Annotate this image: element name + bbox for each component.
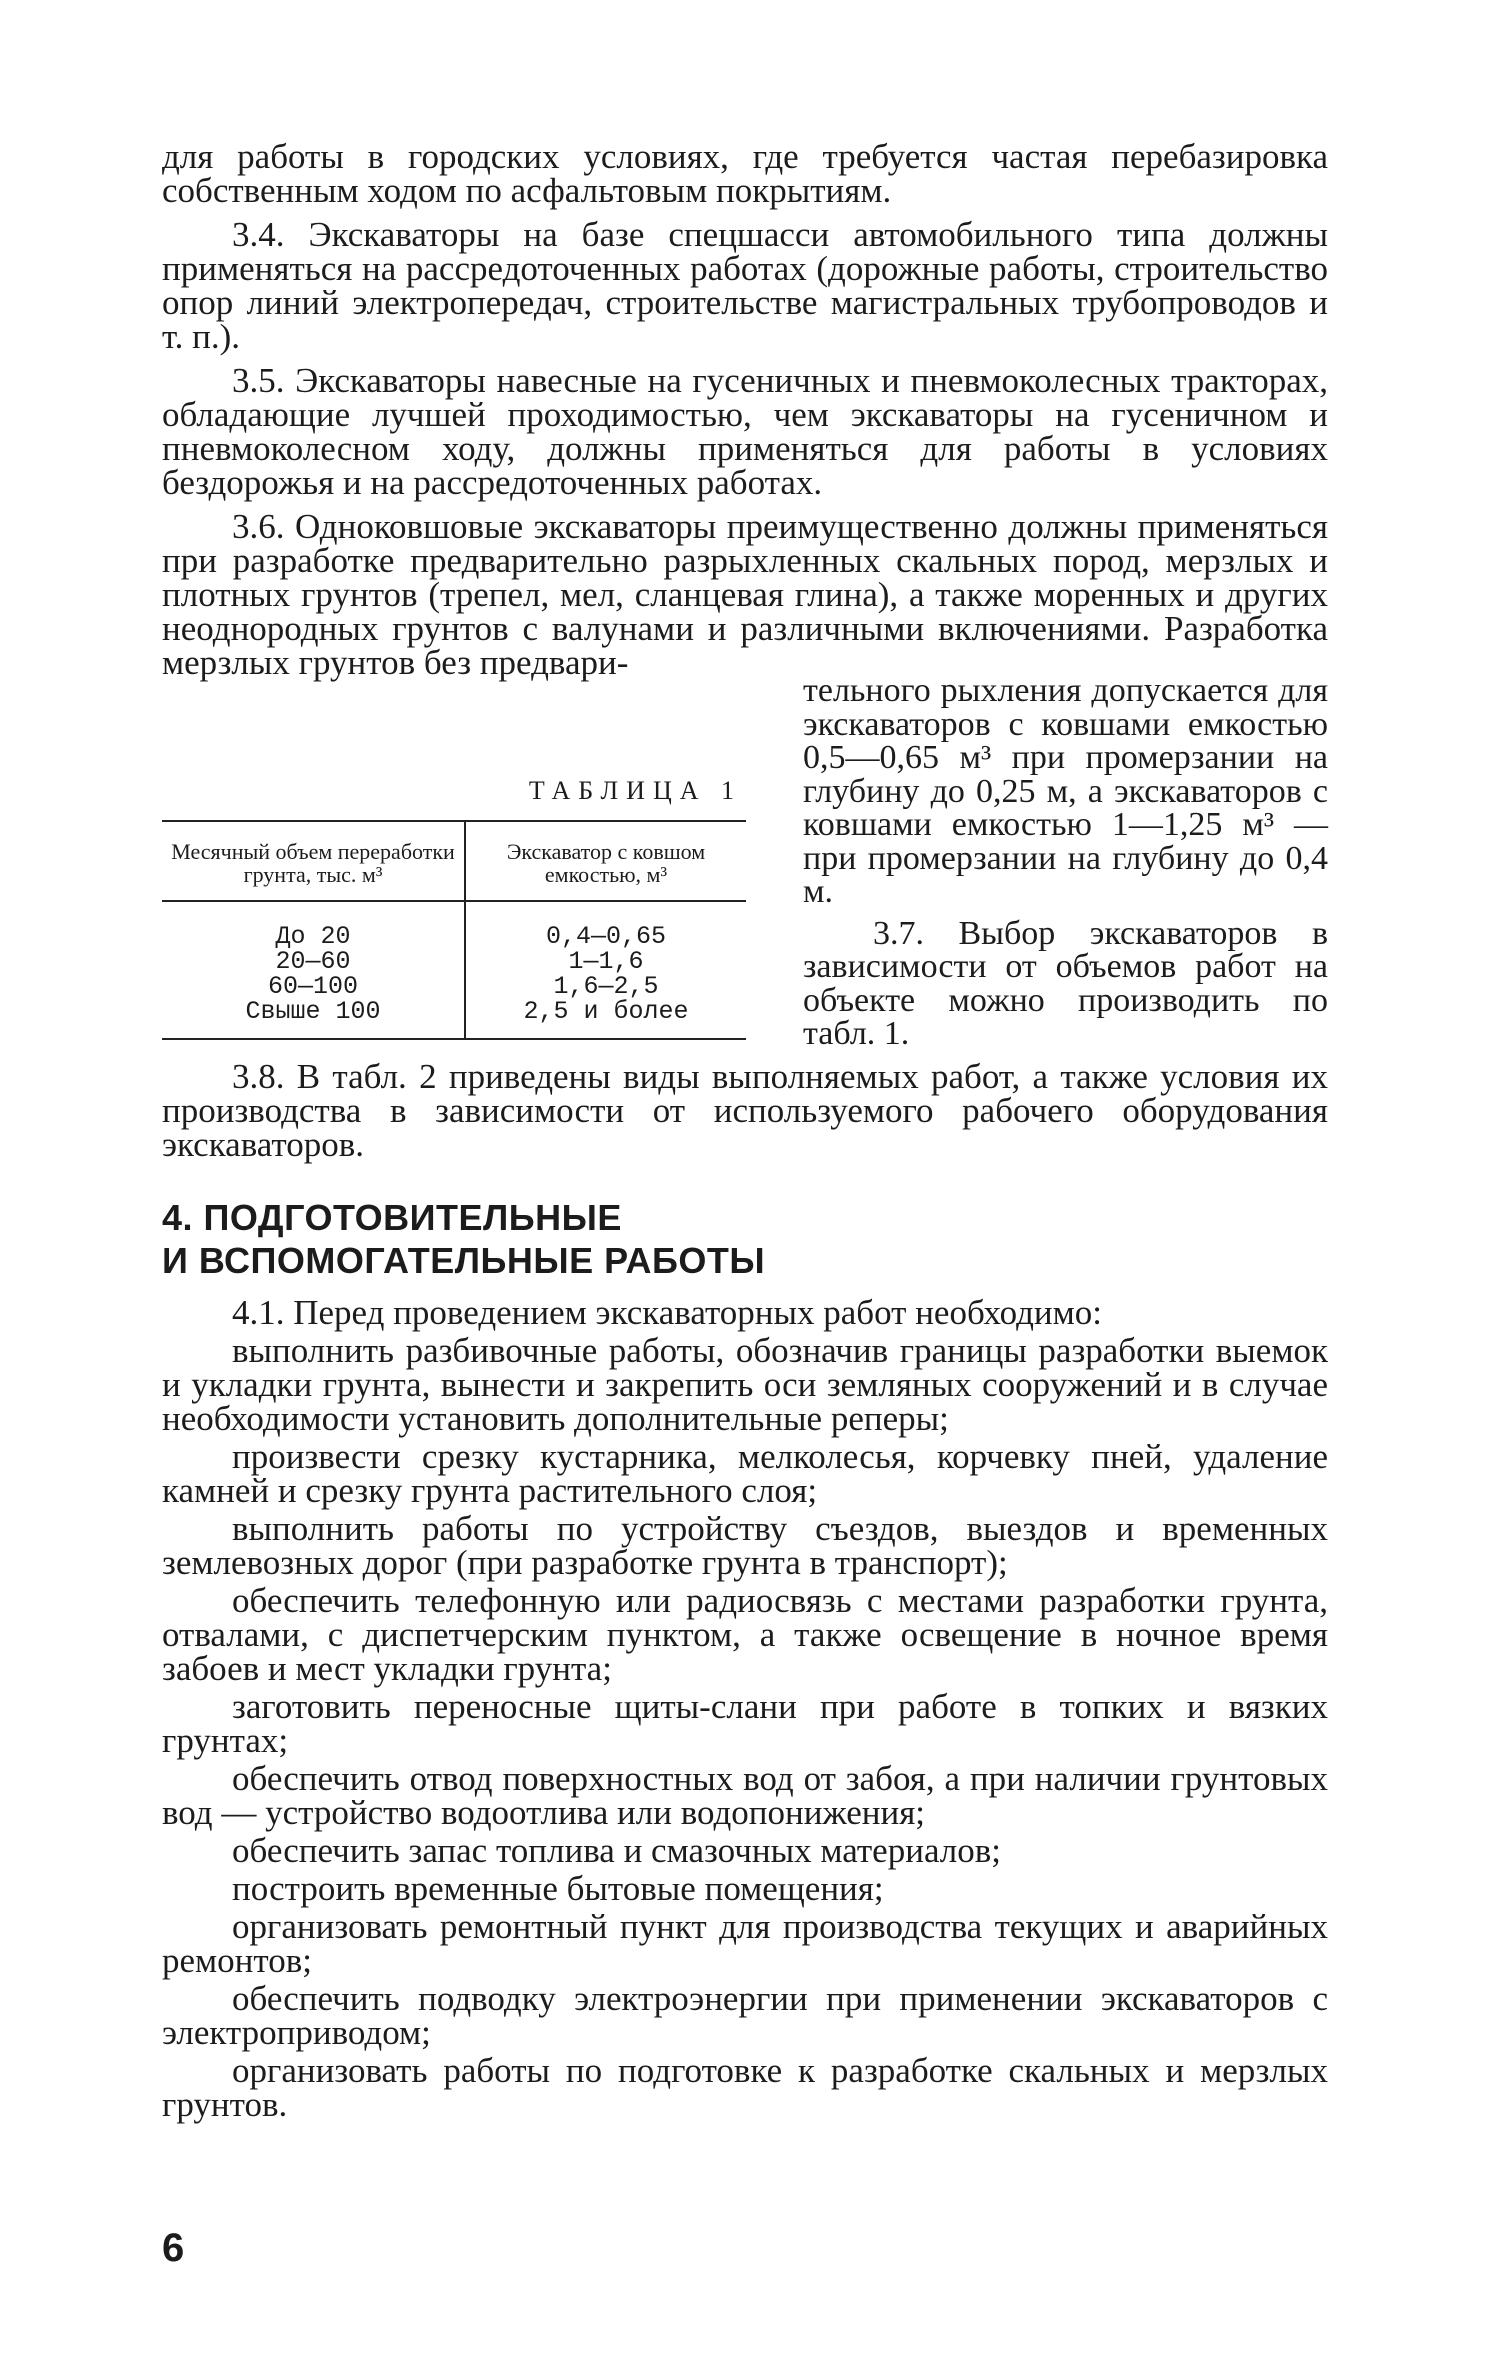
paragraph-3-6: 3.6. Одноковшовые экскаваторы преимущественно должны применяться при разработке предварительно разрыхленных скальных пород, мерзлых и плотных грунтов (трепел, мел, сланцевая глина), а также моренных и других неоднородных грунтов с валунами и различными включениями. Разработка мерзлых грунтов без предвари- [162, 507, 1328, 682]
section-4-body [162, 1293, 1328, 2126]
table-cell-volume: Свыше 100 [245, 997, 381, 1026]
table-grid [162, 820, 746, 1040]
table-cell-capacity: 1—1,6 [568, 947, 644, 976]
volume-column [162, 902, 466, 1038]
paragraph-continuation: для работы в городских условиях, где требуется частая перебазировка собственным ходом по асфальтовым покрытиям. [162, 137, 1328, 210]
list-item: построить временные бытовые помещения; [232, 1869, 884, 1908]
table-cell-capacity: 0,4—0,65 [545, 922, 667, 951]
heading-line: 4. ПОДГОТОВИТЕЛЬНЫЕ [162, 1197, 622, 1238]
list-item: произвести срезку кустарника, мелколесья, корчевку пней, удаление камней и срезку грунта растительного слоя; [162, 1437, 1328, 1510]
table-cell-capacity: 1,6—2,5 [553, 972, 659, 1001]
list-item: обеспечить телефонную или радиосвязь с местами разработки грунта, отвалами, с диспетчерским пунктом, а также освещение в ночное время забоев и мест укладки грунта; [162, 1581, 1328, 1688]
list-item: организовать работы по подготовке к разработке скальных и мерзлых грунтов. [162, 2051, 1328, 2124]
column-header-capacity: Экскаватор с ковшом емкостью, м³ [506, 839, 706, 887]
paragraph-3-6-continuation: тельного рыхления допускается для экскаваторов с ковшами емкостью 0,5—0,65 м³ при промерзании на глубину до 0,25 м, а экскаваторов с ковшами емкостью 1—1,25 м³ — при промерзании на глубину до 0,4 м. [803, 672, 1328, 910]
list-item: обеспечить отвод поверхностных вод от забоя, а при наличии грунтовых вод — устройство водоотлива или водопонижения; [162, 1759, 1328, 1832]
paragraph-3-7: 3.7. Выбор экскаваторов в зависимости от объемов работ на объекте можно производить по табл. 1. [803, 914, 1328, 1052]
text-beside-table [803, 674, 1328, 1051]
list-item: выполнить работы по устройству съездов, выездов и временных землевозных дорог (при разработке грунта в транспорт); [162, 1509, 1328, 1582]
list-item: выполнить разбивочные работы, обозначив границы разработки выемок и укладки грунта, вынести и закрепить оси земляных сооружений и в случае необходимости установить дополнительные реперы; [162, 1331, 1328, 1438]
table-body [162, 902, 746, 1038]
paragraph-3-8: 3.8. В табл. 2 приведены виды выполняемых работ, а также условия их производства в зависимости от используемого рабочего оборудования экскаваторов. [162, 1057, 1328, 1164]
list-item: обеспечить подводку электроэнергии при применении экскаваторов с электроприводом; [162, 1979, 1328, 2052]
list-item: обеспечить запас топлива и смазочных материалов; [232, 1831, 1002, 1870]
column-header-volume: Месячный объем переработки грунта, тыс. м³ [162, 822, 466, 900]
capacity-column [466, 902, 746, 1038]
paragraph-3-5: 3.5. Экскаваторы навесные на гусеничных и пневмоколесных тракторах, обладающие лучшей проходимостью, чем экскаваторы на гусеничном и пневмоколесном ходу, должны применяться для работы в условиях бездорожья и на рассредоточенных работах. [162, 361, 1328, 502]
table-cell-volume: 20—60 [275, 947, 351, 976]
section-4-heading [162, 1196, 765, 1282]
paragraph-4-1: 4.1. Перед проведением экскаваторных работ необходимо: [232, 1293, 1103, 1332]
table-cell-volume: До 20 [275, 922, 351, 951]
table-1 [162, 776, 746, 1040]
list-item: заготовить переносные щиты-слани при работе в топких и вязких грунтах; [162, 1687, 1328, 1760]
list-item: организовать ремонтный пункт для производства текущих и аварийных ремонтов; [162, 1907, 1328, 1980]
table-cell-capacity: 2,5 и более [523, 997, 689, 1026]
page-number: 6 [162, 2226, 185, 2270]
heading-line: И ВСПОМОГАТЕЛЬНЫЕ РАБОТЫ [162, 1240, 766, 1281]
paragraph-3-8-block [162, 1057, 1328, 1170]
table-title: ТАБЛИЦА 1 [528, 776, 742, 805]
intro-paragraphs [162, 137, 1328, 690]
table-header-row [162, 822, 746, 902]
paragraph-3-4: 3.4. Экскаваторы на базе спецшасси автомобильного типа должны применяться на рассредоточенных работах (дорожные работы, строительство опор линий электропередач, строительстве магистральных трубопроводов и т. п.). [162, 215, 1328, 356]
table-cell-volume: 60—100 [267, 972, 358, 1001]
